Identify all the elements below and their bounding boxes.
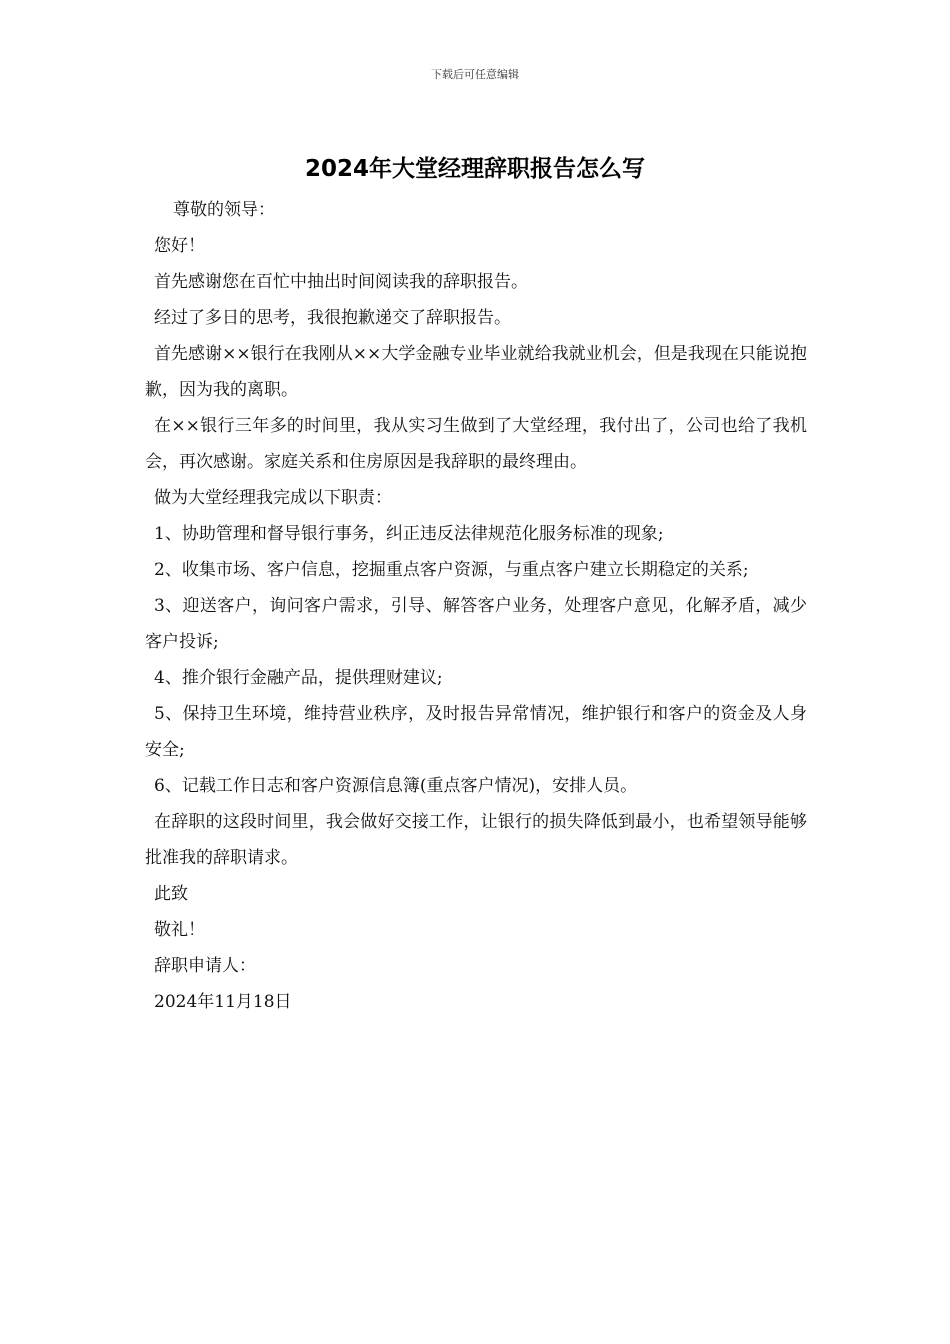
duty-item: 3、迎送客户，询问客户需求，引导、解答客户业务，处理客户意见，化解矛盾，减少客户投诉; — [145, 596, 807, 652]
duties-intro: 做为大堂经理我完成以下职责： — [154, 488, 392, 508]
document-title: 2024年大堂经理辞职报告怎么写 — [304, 156, 645, 182]
closing: 此致 — [154, 884, 188, 904]
date: 2024年11月18日 — [154, 992, 292, 1012]
document-body — [145, 192, 807, 1020]
duty-item: 5、保持卫生环境，维持营业秩序，及时报告异常情况，维护银行和客户的资金及人身安全; — [145, 704, 807, 760]
duty-item: 6、记载工作日志和客户资源信息簿(重点客户情况)，安排人员。 — [154, 776, 638, 796]
duty-item: 2、收集市场、客户信息，挖掘重点客户资源，与重点客户建立长期稳定的关系; — [154, 560, 749, 580]
header-note: 下载后可任意编辑 — [431, 68, 519, 81]
body-paragraph: 在辞职的这段时间里，我会做好交接工作，让银行的损失降低到最小，也希望领导能够批准我的辞职请求。 — [145, 812, 807, 868]
salutation: 尊敬的领导： — [173, 200, 275, 220]
closing: 敬礼！ — [154, 920, 205, 940]
duty-item: 4、推介银行金融产品，提供理财建议; — [154, 668, 443, 688]
duty-item: 1、协助管理和督导银行事务，纠正违反法律规范化服务标准的现象; — [154, 524, 664, 544]
body-paragraph: 首先感谢××银行在我刚从××大学金融专业毕业就给我就业机会，但是我现在只能说抱歉，因为我的离职。 — [145, 344, 807, 400]
greeting: 您好！ — [154, 236, 205, 256]
body-paragraph: 首先感谢您在百忙中抽出时间阅读我的辞职报告。 — [154, 272, 528, 292]
body-paragraph: 在××银行三年多的时间里，我从实习生做到了大堂经理，我付出了，公司也给了我机会，再次感谢。家庭关系和住房原因是我辞职的最终理由。 — [145, 416, 807, 472]
body-paragraph: 经过了多日的思考，我很抱歉递交了辞职报告。 — [154, 308, 511, 328]
signature-label: 辞职申请人： — [154, 956, 256, 976]
